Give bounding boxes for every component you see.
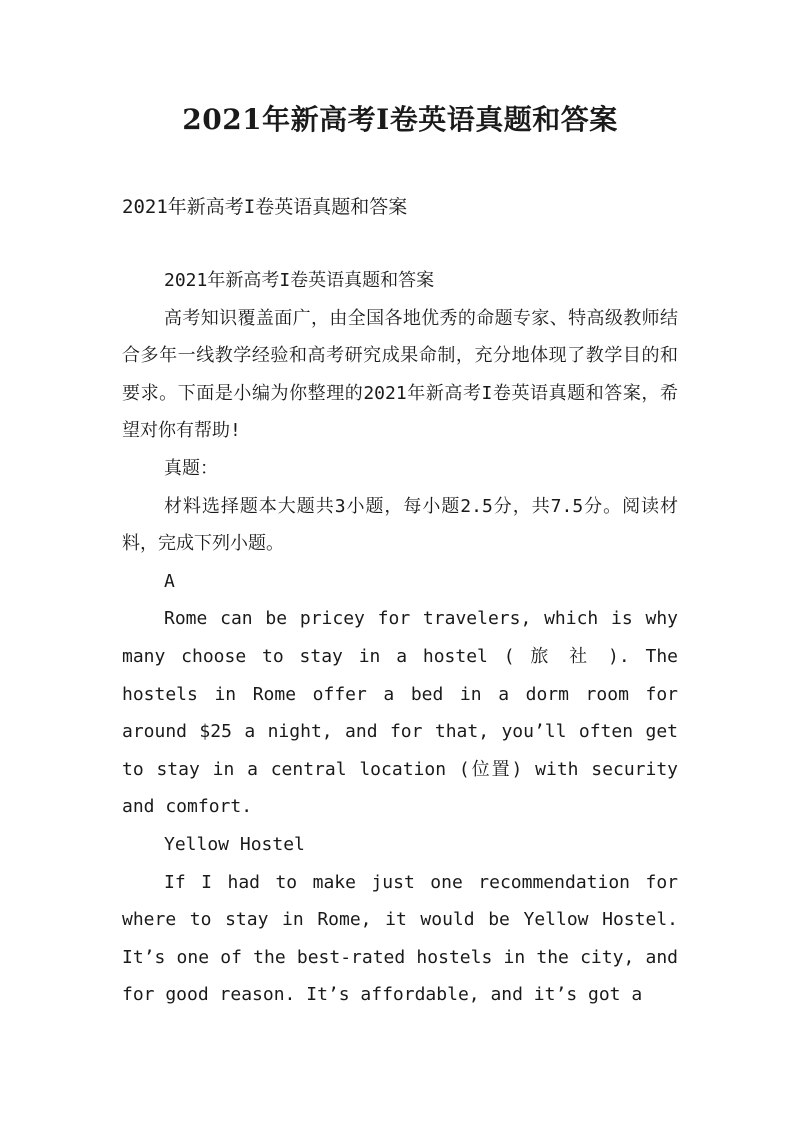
- body-paragraph: Rome can be pricey for travelers, which is why many choose to stay in a hostel ( 旅 社 ). The hostels in Rome offer a bed in a dorm room for around $25 a night, and for that, you’ll often get to stay in a central location (位置) with security and comfort.: [122, 608, 678, 818]
- document-body: [122, 262, 678, 1014]
- document-subtitle: 2021年新高考I卷英语真题和答案: [122, 196, 408, 218]
- section-heading: A: [164, 570, 175, 592]
- body-paragraph: 材料选择题本大题共3小题，每小题2.5分，共7.5分。阅读材料，完成下列小题。: [122, 495, 678, 555]
- document-title: 2021年新高考I卷英语真题和答案: [182, 103, 618, 136]
- body-paragraph: If I had to make just one recommendation for where to stay in Rome, it would be Yellow Hostel. It’s one of the best-rated hostels in the city, and for good reason. It’s affordable, and it’s got a: [122, 871, 678, 1006]
- body-paragraph: 真题：: [164, 457, 218, 479]
- body-paragraph: 高考知识覆盖面广，由全国各地优秀的命题专家、特高级教师结合多年一线教学经验和高考研究成果命制，充分地体现了教学目的和要求。下面是小编为你整理的2021年新高考I卷英语真题和答案，希望对你有帮助!: [122, 307, 678, 442]
- body-paragraph: 2021年新高考I卷英语真题和答案: [164, 270, 435, 291]
- section-heading: Yellow Hostel: [164, 833, 305, 855]
